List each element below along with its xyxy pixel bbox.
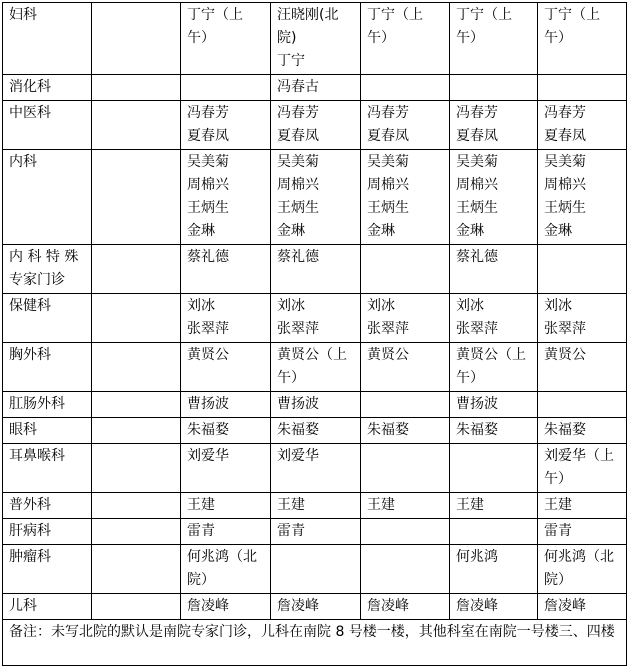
doctor-cell xyxy=(538,245,627,294)
doctor-cell xyxy=(361,545,450,594)
doctor-cell xyxy=(271,594,361,620)
department-cell xyxy=(3,392,92,418)
empty-cell xyxy=(92,150,181,245)
cell-line: 何兆鸿（北 xyxy=(187,549,257,565)
cell-line: 内 科 特 殊 xyxy=(9,249,79,265)
cell-line: 吴美菊 xyxy=(456,154,498,170)
department-cell xyxy=(3,444,92,493)
doctor-cell xyxy=(181,444,271,493)
cell-line: 曹扬波 xyxy=(277,396,319,412)
doctor-cell xyxy=(271,150,361,245)
department-cell xyxy=(3,150,92,245)
doctor-cell xyxy=(450,75,538,101)
empty-cell xyxy=(92,101,181,150)
cell-line: 王建 xyxy=(544,497,572,513)
empty-cell xyxy=(92,392,181,418)
doctor-cell xyxy=(181,294,271,343)
cell-line: 黄贤公 xyxy=(367,347,409,363)
doctor-cell xyxy=(538,3,627,75)
doctor-cell xyxy=(361,294,450,343)
cell-line: 王炳生 xyxy=(187,200,229,216)
cell-line: 耳鼻喉科 xyxy=(9,448,65,464)
doctor-cell xyxy=(361,343,450,392)
cell-line: 刘冰 xyxy=(456,298,484,314)
cell-line: 王炳生 xyxy=(544,200,586,216)
cell-line: 金琳 xyxy=(187,223,215,239)
cell-line: 张翠萍 xyxy=(187,321,229,337)
department-cell xyxy=(3,343,92,392)
cell-line: 夏春凤 xyxy=(456,128,498,144)
cell-line: 张翠萍 xyxy=(544,321,586,337)
cell-line: 肛肠外科 xyxy=(9,396,65,412)
department-cell xyxy=(3,245,92,294)
doctor-cell xyxy=(361,519,450,545)
doctor-cell xyxy=(271,519,361,545)
doctor-cell xyxy=(181,519,271,545)
doctor-cell xyxy=(538,493,627,519)
department-cell xyxy=(3,545,92,594)
cell-line: 夏春凤 xyxy=(544,128,586,144)
cell-line: 院） xyxy=(187,572,215,588)
cell-line: 丁宁（上 xyxy=(367,7,423,23)
note-row xyxy=(3,620,627,666)
cell-line: 汪晓刚(北 xyxy=(277,7,339,23)
cell-line: 刘冰 xyxy=(277,298,305,314)
cell-line: 冯春古 xyxy=(277,79,319,95)
doctor-cell xyxy=(271,418,361,444)
cell-line: 刘爱华 xyxy=(277,448,319,464)
cell-line: 专家门诊 xyxy=(9,272,65,288)
cell-line: 周棉兴 xyxy=(456,177,498,193)
cell-line: 朱福婺 xyxy=(544,422,586,438)
cell-line: 院） xyxy=(544,572,572,588)
doctor-cell xyxy=(538,294,627,343)
table-row xyxy=(3,150,627,245)
empty-cell xyxy=(92,343,181,392)
doctor-cell xyxy=(450,594,538,620)
empty-cell xyxy=(92,545,181,594)
doctor-cell xyxy=(538,392,627,418)
doctor-cell xyxy=(271,3,361,75)
empty-cell xyxy=(92,3,181,75)
cell-line: 内科 xyxy=(9,154,37,170)
cell-line: 吴美菊 xyxy=(187,154,229,170)
doctor-cell xyxy=(450,392,538,418)
empty-cell xyxy=(92,493,181,519)
doctor-cell xyxy=(361,245,450,294)
doctor-cell xyxy=(271,245,361,294)
cell-line: 朱福婺 xyxy=(367,422,409,438)
table-row xyxy=(3,245,627,294)
cell-line: 眼科 xyxy=(9,422,37,438)
cell-line: 消化科 xyxy=(9,79,51,95)
doctor-cell xyxy=(181,545,271,594)
department-cell xyxy=(3,418,92,444)
cell-line: 胸外科 xyxy=(9,347,51,363)
cell-line: 何兆鸿 xyxy=(456,549,498,565)
cell-line: 雷青 xyxy=(544,523,572,539)
department-cell xyxy=(3,75,92,101)
cell-line: 吴美菊 xyxy=(367,154,409,170)
cell-line: 冯春芳 xyxy=(367,105,409,121)
doctor-cell xyxy=(361,493,450,519)
doctor-cell xyxy=(450,101,538,150)
table-row xyxy=(3,493,627,519)
doctor-cell xyxy=(361,75,450,101)
empty-cell xyxy=(92,245,181,294)
cell-line: 冯春芳 xyxy=(277,105,319,121)
cell-line: 冯春芳 xyxy=(187,105,229,121)
doctor-cell xyxy=(181,75,271,101)
doctor-cell xyxy=(538,444,627,493)
cell-line: 王建 xyxy=(277,497,305,513)
doctor-cell xyxy=(538,150,627,245)
doctor-cell xyxy=(361,594,450,620)
table-row xyxy=(3,594,627,620)
doctor-cell xyxy=(271,493,361,519)
doctor-cell xyxy=(450,245,538,294)
empty-cell xyxy=(92,294,181,343)
department-cell xyxy=(3,101,92,150)
cell-line: 院) xyxy=(277,30,297,46)
doctor-cell xyxy=(181,392,271,418)
cell-line: 午） xyxy=(456,370,484,386)
cell-line: 丁宁（上 xyxy=(544,7,600,23)
doctor-cell xyxy=(538,343,627,392)
cell-line: 詹凌峰 xyxy=(187,598,229,614)
doctor-cell xyxy=(271,392,361,418)
department-cell xyxy=(3,493,92,519)
doctor-cell xyxy=(271,545,361,594)
empty-cell xyxy=(92,418,181,444)
table-row xyxy=(3,294,627,343)
department-cell xyxy=(3,594,92,620)
cell-line: 王建 xyxy=(367,497,395,513)
cell-line: 吴美菊 xyxy=(277,154,319,170)
cell-line: 詹凌峰 xyxy=(544,598,586,614)
cell-line: 丁宁（上 xyxy=(456,7,512,23)
doctor-cell xyxy=(450,294,538,343)
cell-line: 张翠萍 xyxy=(367,321,409,337)
doctor-cell xyxy=(361,418,450,444)
table-row xyxy=(3,343,627,392)
empty-cell xyxy=(92,594,181,620)
cell-line: 午） xyxy=(277,370,305,386)
cell-line: 王炳生 xyxy=(277,200,319,216)
note-text: 备注：未写北院的默认是南院专家门诊，儿科在南院 8 号楼一楼，其他科室在南院一号楼三、四楼 xyxy=(3,620,627,666)
cell-line: 周棉兴 xyxy=(367,177,409,193)
doctor-cell xyxy=(181,343,271,392)
doctor-cell xyxy=(361,150,450,245)
cell-line: 金琳 xyxy=(367,223,395,239)
empty-cell xyxy=(92,75,181,101)
department-cell xyxy=(3,519,92,545)
cell-line: 朱福婺 xyxy=(187,422,229,438)
cell-line: 蔡礼德 xyxy=(277,249,319,265)
doctor-cell xyxy=(271,444,361,493)
empty-cell xyxy=(92,519,181,545)
cell-line: 曹扬波 xyxy=(187,396,229,412)
doctor-cell xyxy=(271,343,361,392)
doctor-cell xyxy=(271,294,361,343)
doctor-cell xyxy=(181,493,271,519)
doctor-cell xyxy=(450,444,538,493)
doctor-cell xyxy=(450,519,538,545)
doctor-cell xyxy=(181,245,271,294)
cell-line: 周棉兴 xyxy=(544,177,586,193)
cell-line: 普外科 xyxy=(9,497,51,513)
cell-line: 中医科 xyxy=(9,105,51,121)
cell-line: 冯春芳 xyxy=(544,105,586,121)
cell-line: 蔡礼德 xyxy=(456,249,498,265)
cell-line: 雷青 xyxy=(187,523,215,539)
empty-cell xyxy=(92,444,181,493)
cell-line: 黄贤公（上 xyxy=(277,347,347,363)
cell-line: 保健科 xyxy=(9,298,51,314)
cell-line: 刘冰 xyxy=(187,298,215,314)
cell-line: 冯春芳 xyxy=(456,105,498,121)
doctor-cell xyxy=(181,101,271,150)
cell-line: 妇科 xyxy=(9,7,37,23)
doctor-cell xyxy=(271,75,361,101)
doctor-cell xyxy=(450,493,538,519)
department-cell xyxy=(3,3,92,75)
cell-line: 夏春凤 xyxy=(367,128,409,144)
table-row xyxy=(3,545,627,594)
doctor-cell xyxy=(450,343,538,392)
cell-line: 肿瘤科 xyxy=(9,549,51,565)
doctor-cell xyxy=(361,3,450,75)
cell-line: 金琳 xyxy=(277,223,305,239)
table-row xyxy=(3,101,627,150)
cell-line: 夏春凤 xyxy=(277,128,319,144)
cell-line: 午） xyxy=(544,30,572,46)
table-row xyxy=(3,519,627,545)
doctor-cell xyxy=(450,3,538,75)
cell-line: 王炳生 xyxy=(456,200,498,216)
doctor-cell xyxy=(271,101,361,150)
cell-line: 夏春凤 xyxy=(187,128,229,144)
doctor-cell xyxy=(361,444,450,493)
table-row xyxy=(3,392,627,418)
cell-line: 张翠萍 xyxy=(277,321,319,337)
doctor-cell xyxy=(538,594,627,620)
department-cell xyxy=(3,294,92,343)
doctor-cell xyxy=(181,3,271,75)
cell-line: 何兆鸿（北 xyxy=(544,549,614,565)
doctor-cell xyxy=(450,150,538,245)
cell-line: 朱福婺 xyxy=(277,422,319,438)
cell-line: 詹凌峰 xyxy=(456,598,498,614)
table-row xyxy=(3,3,627,75)
cell-line: 詹凌峰 xyxy=(277,598,319,614)
cell-line: 王建 xyxy=(187,497,215,513)
cell-line: 刘冰 xyxy=(544,298,572,314)
cell-line: 午） xyxy=(456,30,484,46)
cell-line: 刘爱华 xyxy=(187,448,229,464)
doctor-cell xyxy=(181,418,271,444)
cell-line: 吴美菊 xyxy=(544,154,586,170)
cell-line: 儿科 xyxy=(9,598,37,614)
specialist-schedule-table xyxy=(2,2,627,666)
cell-line: 朱福婺 xyxy=(456,422,498,438)
cell-line: 王建 xyxy=(456,497,484,513)
doctor-cell xyxy=(181,150,271,245)
cell-line: 周棉兴 xyxy=(187,177,229,193)
doctor-cell xyxy=(538,418,627,444)
cell-line: 张翠萍 xyxy=(456,321,498,337)
cell-line: 金琳 xyxy=(544,223,572,239)
table-row xyxy=(3,444,627,493)
doctor-cell xyxy=(450,545,538,594)
doctor-cell xyxy=(181,594,271,620)
cell-line: 蔡礼德 xyxy=(187,249,229,265)
doctor-cell xyxy=(538,519,627,545)
cell-line: 黄贤公 xyxy=(544,347,586,363)
cell-line: 周棉兴 xyxy=(277,177,319,193)
doctor-cell xyxy=(538,75,627,101)
cell-line: 午） xyxy=(367,30,395,46)
cell-line: 肝病科 xyxy=(9,523,51,539)
cell-line: 雷青 xyxy=(277,523,305,539)
cell-line: 丁宁（上 xyxy=(187,7,243,23)
cell-line: 午） xyxy=(544,471,572,487)
doctor-cell xyxy=(538,545,627,594)
doctor-cell xyxy=(538,101,627,150)
cell-line: 曹扬波 xyxy=(456,396,498,412)
doctor-cell xyxy=(361,392,450,418)
table-row xyxy=(3,418,627,444)
cell-line: 刘爱华（上 xyxy=(544,448,614,464)
table-row xyxy=(3,75,627,101)
cell-line: 黄贤公（上 xyxy=(456,347,526,363)
cell-line: 金琳 xyxy=(456,223,484,239)
doctor-cell xyxy=(450,418,538,444)
cell-line: 詹凌峰 xyxy=(367,598,409,614)
cell-line: 午） xyxy=(187,30,215,46)
cell-line: 黄贤公 xyxy=(187,347,229,363)
cell-line: 丁宁 xyxy=(277,53,305,69)
cell-line: 王炳生 xyxy=(367,200,409,216)
cell-line: 刘冰 xyxy=(367,298,395,314)
doctor-cell xyxy=(361,101,450,150)
